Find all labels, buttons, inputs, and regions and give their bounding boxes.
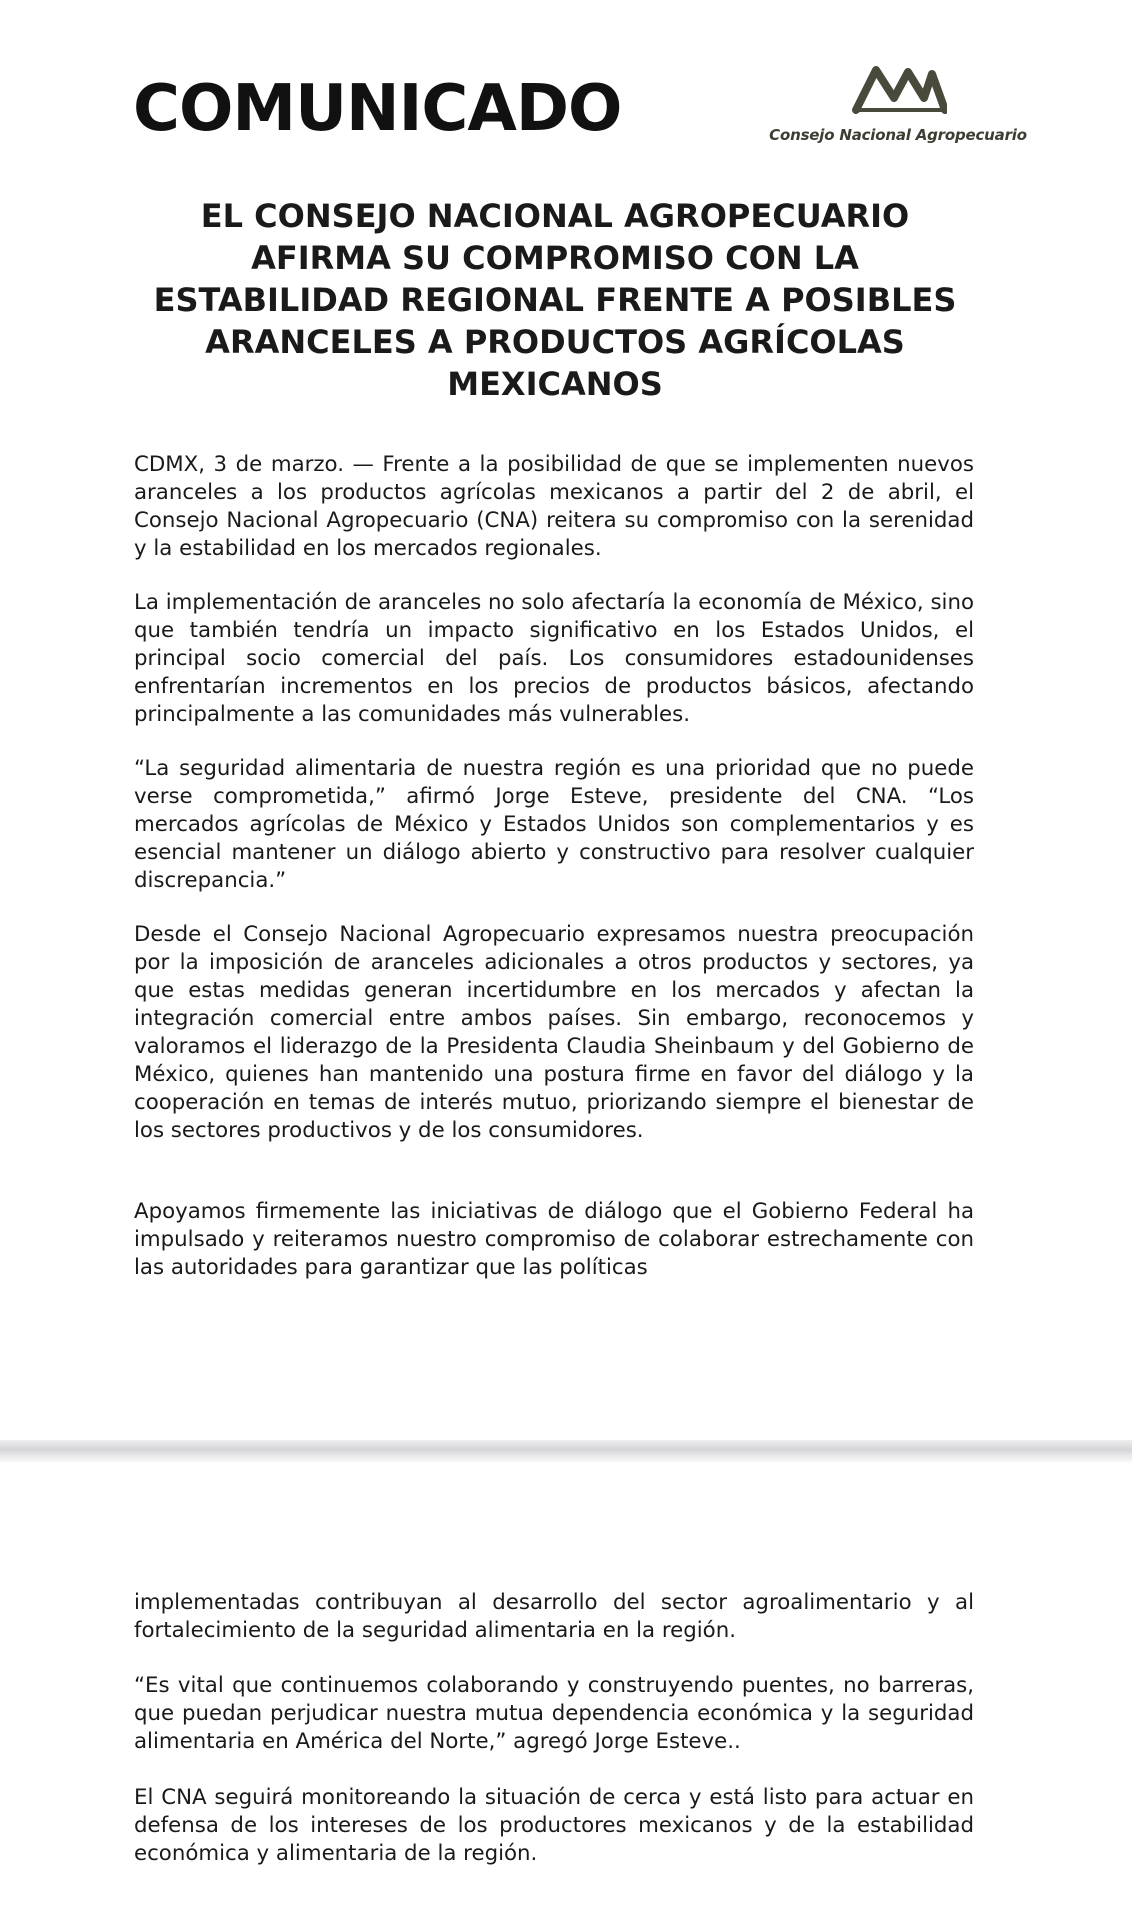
paragraph-impact: La implementación de aranceles no solo afectaría la economía de México, sino que también tendría un impacto significativo en los Estados Unidos, el principal socio comercial del país. Los consumidores estadounidenses enfrentarían incrementos en los precios de productos básicos, afectando principalmente a las comunidades más vulnerables. — [134, 590, 974, 727]
paragraph-support-start: Apoyamos firmemente las iniciativas de diálogo que el Gobierno Federal ha impulsado y reiteramos nuestro compromiso de colaborar estrechamente con las autoridades para garantizar que las políticas — [134, 1199, 974, 1280]
document-title: EL CONSEJO NACIONAL AGROPECUARIO AFIRMA SU COMPROMISO CON LA ESTABILIDAD REGIONAL FRENTE A POSIBLES ARANCELES A PRODUCTOS AGRÍCOLAS MEXICANOS — [153, 197, 957, 403]
document-page-2 — [0, 1462, 1132, 1907]
paragraph-intro: CDMX, 3 de marzo. — Frente a la posibilidad de que se implementen nuevos aranceles a los productos agrícolas mexicanos a partir del 2 de abril, el Consejo Nacional Agropecuario (CNA) reitera su compromiso con la serenidad y la estabilidad en los mercados regionales. — [134, 452, 974, 561]
paragraph-quote-esteve: “La seguridad alimentaria de nuestra región es una prioridad que no puede verse comprometida,” afirmó Jorge Esteve, presidente del CNA. “Los mercados agrícolas de México y Estados Unidos son complementarios y es esencial mantener un diálogo abierto y constructivo para resolver cualquier discrepancia.” — [134, 756, 974, 893]
paragraph-closing: El CNA seguirá monitoreando la situación de cerca y está listo para actuar en defensa de los intereses de los productores mexicanos y de la estabilidad económica y alimentaria de la región. — [134, 1785, 974, 1866]
paragraph-quote-bridges: “Es vital que continuemos colaborando y construyendo puentes, no barreras, que puedan perjudicar nuestra mutua dependencia económica y la seguridad alimentaria en América del Norte,” agregó Jorge Esteve.. — [134, 1673, 974, 1754]
logo-caption: Consejo Nacional Agropecuario — [769, 126, 1027, 144]
mountains-logo-icon — [852, 60, 947, 120]
paragraph-support-end: implementadas contribuyan al desarrollo del sector agroalimentario y al fortalecimiento de la seguridad alimentaria en la región. — [134, 1590, 974, 1643]
paragraph-concern: Desde el Consejo Nacional Agropecuario expresamos nuestra preocupación por la imposición de aranceles adicionales a otros productos y sectores, ya que estas medidas generan incertidumbre en los mercados y afectan la integración comercial entre ambos países. Sin embargo, reconocemos y valoramos el liderazgo de la Presidenta Claudia Sheinbaum y del Gobierno de México, quienes han mantenido una postura firme en favor del diálogo y la cooperación en temas de interés mutuo, priorizando siempre el bienestar de los sectores productivos y de los consumidores. — [134, 922, 974, 1143]
document-heading: COMUNICADO — [133, 72, 622, 146]
page-separator — [0, 1440, 1132, 1462]
cna-logo — [767, 60, 1029, 150]
